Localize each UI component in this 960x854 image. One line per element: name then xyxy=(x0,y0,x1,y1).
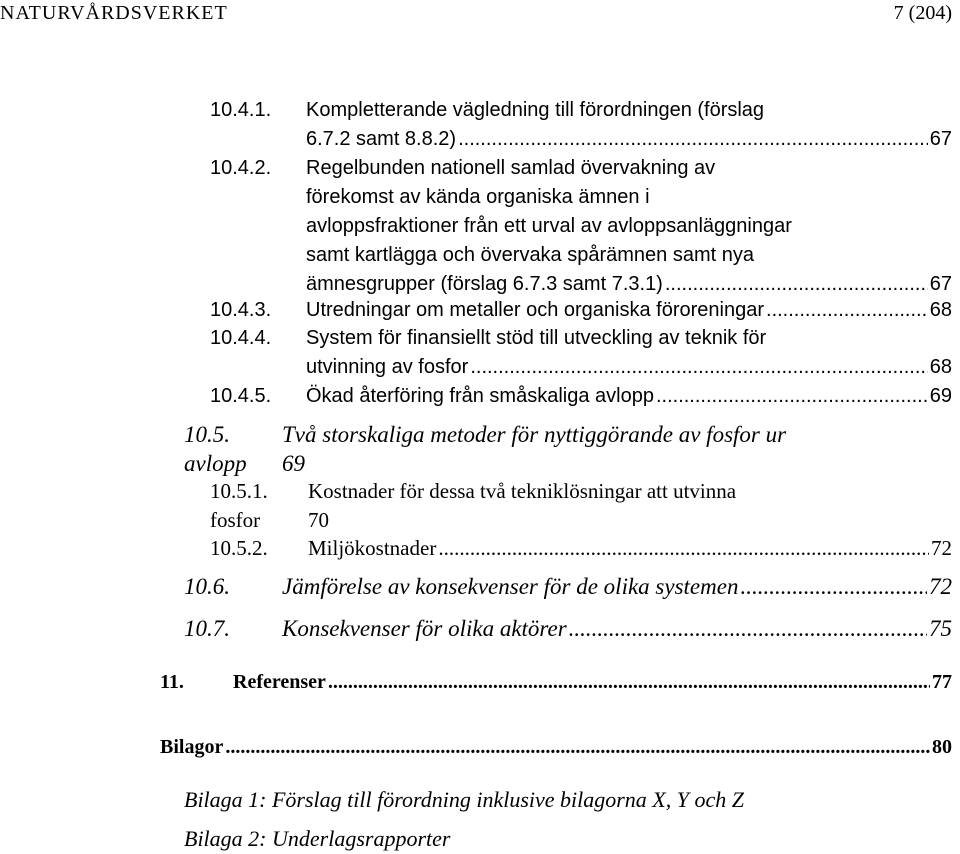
toc-title: Utredningar om metaller och organiska föroreningar xyxy=(306,299,765,321)
toc-title: Jämförelse av konsekvenser för de olika systemen xyxy=(282,574,739,599)
toc-entry-10-6[interactable] xyxy=(184,572,952,602)
toc-title-line: 6.7.2 samt 8.8.2) xyxy=(306,128,457,150)
toc-number: 10.4.1. xyxy=(210,99,272,121)
appendix-2-line xyxy=(184,824,450,853)
toc-number: 10.4.4. xyxy=(210,327,272,349)
appendix-2-text: Bilaga 2: Underlagsrapporter xyxy=(184,826,451,851)
toc-leader-dots xyxy=(328,668,930,697)
toc-entry-11[interactable] xyxy=(160,668,952,698)
appendix-1-line xyxy=(184,785,744,814)
toc-number: 10.5.2. xyxy=(210,536,268,560)
toc-title: Konsekvenser för olika aktörer xyxy=(282,616,567,641)
toc-number: 10.6. xyxy=(184,574,230,599)
toc-leader-dots xyxy=(438,534,929,563)
toc-title-line: Regelbunden nationell samlad övervakning av xyxy=(306,157,716,179)
toc-page-number: 75 xyxy=(929,616,952,641)
toc-leader-dots xyxy=(569,614,927,643)
header-organization: NATURVÅRDSVERKET xyxy=(0,2,228,24)
toc-title: Ökad återföring från småskaliga avlopp xyxy=(306,385,654,407)
toc-page-number: 68 xyxy=(929,356,952,378)
page-header xyxy=(0,2,960,32)
toc-title-line: Kostnader för dessa två tekniklösningar att utvinna xyxy=(308,479,737,503)
toc-entry-10-4-5[interactable] xyxy=(210,382,952,412)
toc-page-number: 72 xyxy=(931,536,952,560)
toc-title-line: ämnesgrupper (förslag 6.7.3 samt 7.3.1) xyxy=(306,273,663,295)
toc-leader-dots xyxy=(458,125,928,154)
toc-number: 10.5.1. xyxy=(210,479,268,503)
header-page-number: 7 (204) xyxy=(893,2,952,24)
toc-title-line: avlopp xyxy=(184,451,247,476)
toc-title-line: avloppsfraktioner från ett urval av avloppsanläggningar xyxy=(306,215,792,237)
toc-title-line: Två storskaliga metoder för nyttiggörande av fosfor ur xyxy=(282,422,787,447)
toc-title: Referenser xyxy=(233,671,326,693)
toc-entry-10-4-3[interactable] xyxy=(210,296,952,326)
toc-page-number: 67 xyxy=(929,128,952,150)
toc-entry-10-4-1[interactable] xyxy=(210,96,952,158)
toc-leader-dots xyxy=(766,296,928,325)
toc-entry-10-5-2[interactable] xyxy=(210,534,952,564)
toc-title-line: förekomst av kända organiska ämnen i xyxy=(306,186,650,208)
toc-title-line: utvinning av fosfor xyxy=(306,356,469,378)
toc-page-number: 67 xyxy=(929,273,952,295)
toc-entry-bilagor[interactable] xyxy=(160,733,952,763)
toc-number: 11. xyxy=(160,671,184,693)
toc-number: 10.5. xyxy=(184,422,230,447)
toc-leader-dots xyxy=(225,733,930,762)
toc-number: 10.7. xyxy=(184,616,230,641)
toc-number: 10.4.5. xyxy=(210,385,272,407)
toc-page-number: 77 xyxy=(932,671,952,693)
toc-entry-10-4-4[interactable] xyxy=(210,324,952,384)
toc-title-line: Kompletterande vägledning till förordningen (förslag xyxy=(306,99,765,121)
toc-leader-dots xyxy=(656,382,928,411)
toc-entry-10-4-2[interactable] xyxy=(210,154,952,304)
toc-page-number: 80 xyxy=(932,736,952,758)
toc-title-line: fosfor xyxy=(210,508,261,532)
toc-page-number: 72 xyxy=(929,574,952,599)
toc-title-line: System för finansiellt stöd till utveckling av teknik för xyxy=(306,327,767,349)
toc-leader-dots xyxy=(740,572,927,601)
toc-entry-10-5[interactable] xyxy=(184,420,952,480)
toc-number: 10.4.2. xyxy=(210,157,272,179)
toc-page-number: 69 xyxy=(929,385,952,407)
toc-title: Bilagor xyxy=(160,736,224,758)
toc-number: 10.4.3. xyxy=(210,299,272,321)
toc-leader-dots xyxy=(470,353,927,382)
toc-leader-dots xyxy=(665,270,928,299)
toc-title: Miljökostnader xyxy=(308,536,437,560)
toc-page-number: 69 xyxy=(282,451,305,476)
appendix-1-text: Bilaga 1: Förslag till förordning inklusive bilagorna X, Y och Z xyxy=(184,787,744,812)
toc-page-number: 68 xyxy=(929,299,952,321)
toc-title-line: samt kartlägga och övervaka spårämnen samt nya xyxy=(306,244,754,266)
toc-entry-10-7[interactable] xyxy=(184,614,952,644)
toc-entry-10-5-1[interactable] xyxy=(210,477,952,537)
toc-page-number: 70 xyxy=(308,508,329,532)
